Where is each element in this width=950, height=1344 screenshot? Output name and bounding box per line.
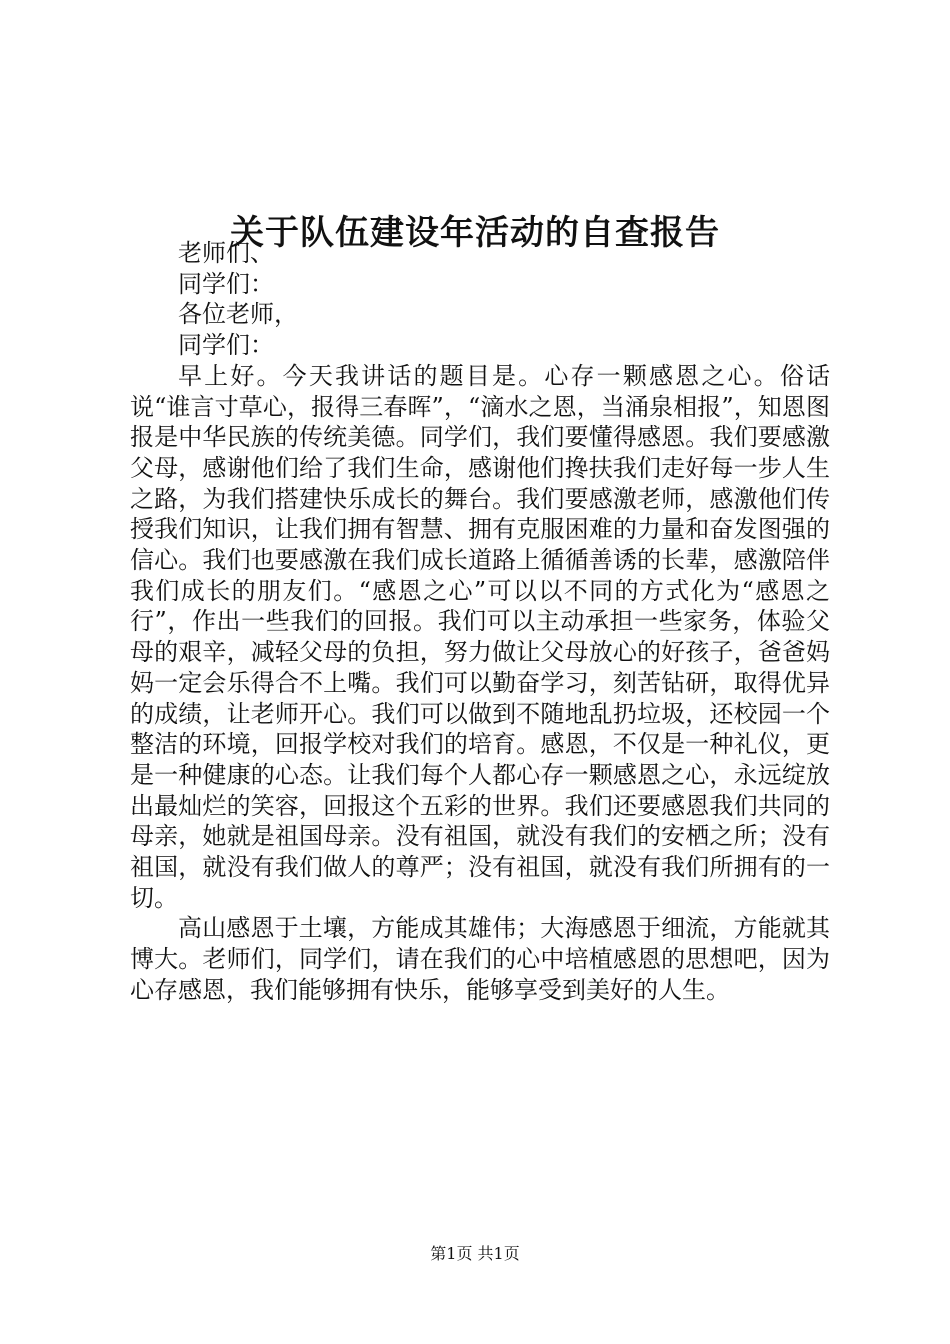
page-footer: 第1页 共1页 bbox=[430, 1244, 520, 1263]
salutation-line: 老师们、 bbox=[178, 239, 274, 267]
salutation-line: 同学们： bbox=[178, 269, 274, 298]
salutation-line: 同学们： bbox=[178, 331, 274, 360]
document-title: 关于队伍建设年活动的自查报告 bbox=[230, 212, 720, 253]
salutation-line: 各位老师， bbox=[178, 300, 298, 329]
document-body bbox=[130, 238, 830, 1006]
body-paragraph: 高山感恩于土壤，方能成其雄伟；大海感恩于细流，方能就其博大。老师们，同学们，请在我们的心中培植感恩的思想吧，因为心存感恩，我们能够拥有快乐，能够享受到美好的人生。 bbox=[130, 914, 830, 1004]
body-paragraph: 早上好。今天我讲话的题目是。心存一颗感恩之心。俗话说“谁言寸草心，报得三春晖”，“滴水之恩，当涌泉相报”，知恩图报是中华民族的传统美德。同学们，我们要懂得感恩。我们要感激父母，感谢他们给了我们生命，感谢他们搀扶我们走好每一步人生之路，为我们搭建快乐成长的舞台。我们要感激老师，感激他们传授我们知识，让我们拥有智慧、拥有克服困难的力量和奋发图强的信心。我们也要感激在我们成长道路上循循善诱的长辈，感激陪伴我们成长的朋友们。“感恩之心”可以以不同的方式化为“感恩之行”，作出一些我们的回报。我们可以主动承担一些家务，体验父母的艰辛，减轻父母的负担，努力做让父母放心的好孩子，爸爸妈妈一定会乐得合不上嘴。我们可以勤奋学习，刻苦钻研，取得优异的成绩，让老师开心。我们可以做到不随地乱扔垃圾，还校园一个整洁的环境，回报学校对我们的培育。感恩，不仅是一种礼仪，更是一种健康的心态。让我们每个人都心存一颗感恩之心，永远绽放出最灿烂的笑容，回报这个五彩的世界。我们还要感恩我们共同的母亲，她就是祖国母亲。没有祖国，就没有我们的安栖之所；没有祖国，就没有我们做人的尊严；没有祖国，就没有我们所拥有的一切。 bbox=[130, 361, 830, 912]
